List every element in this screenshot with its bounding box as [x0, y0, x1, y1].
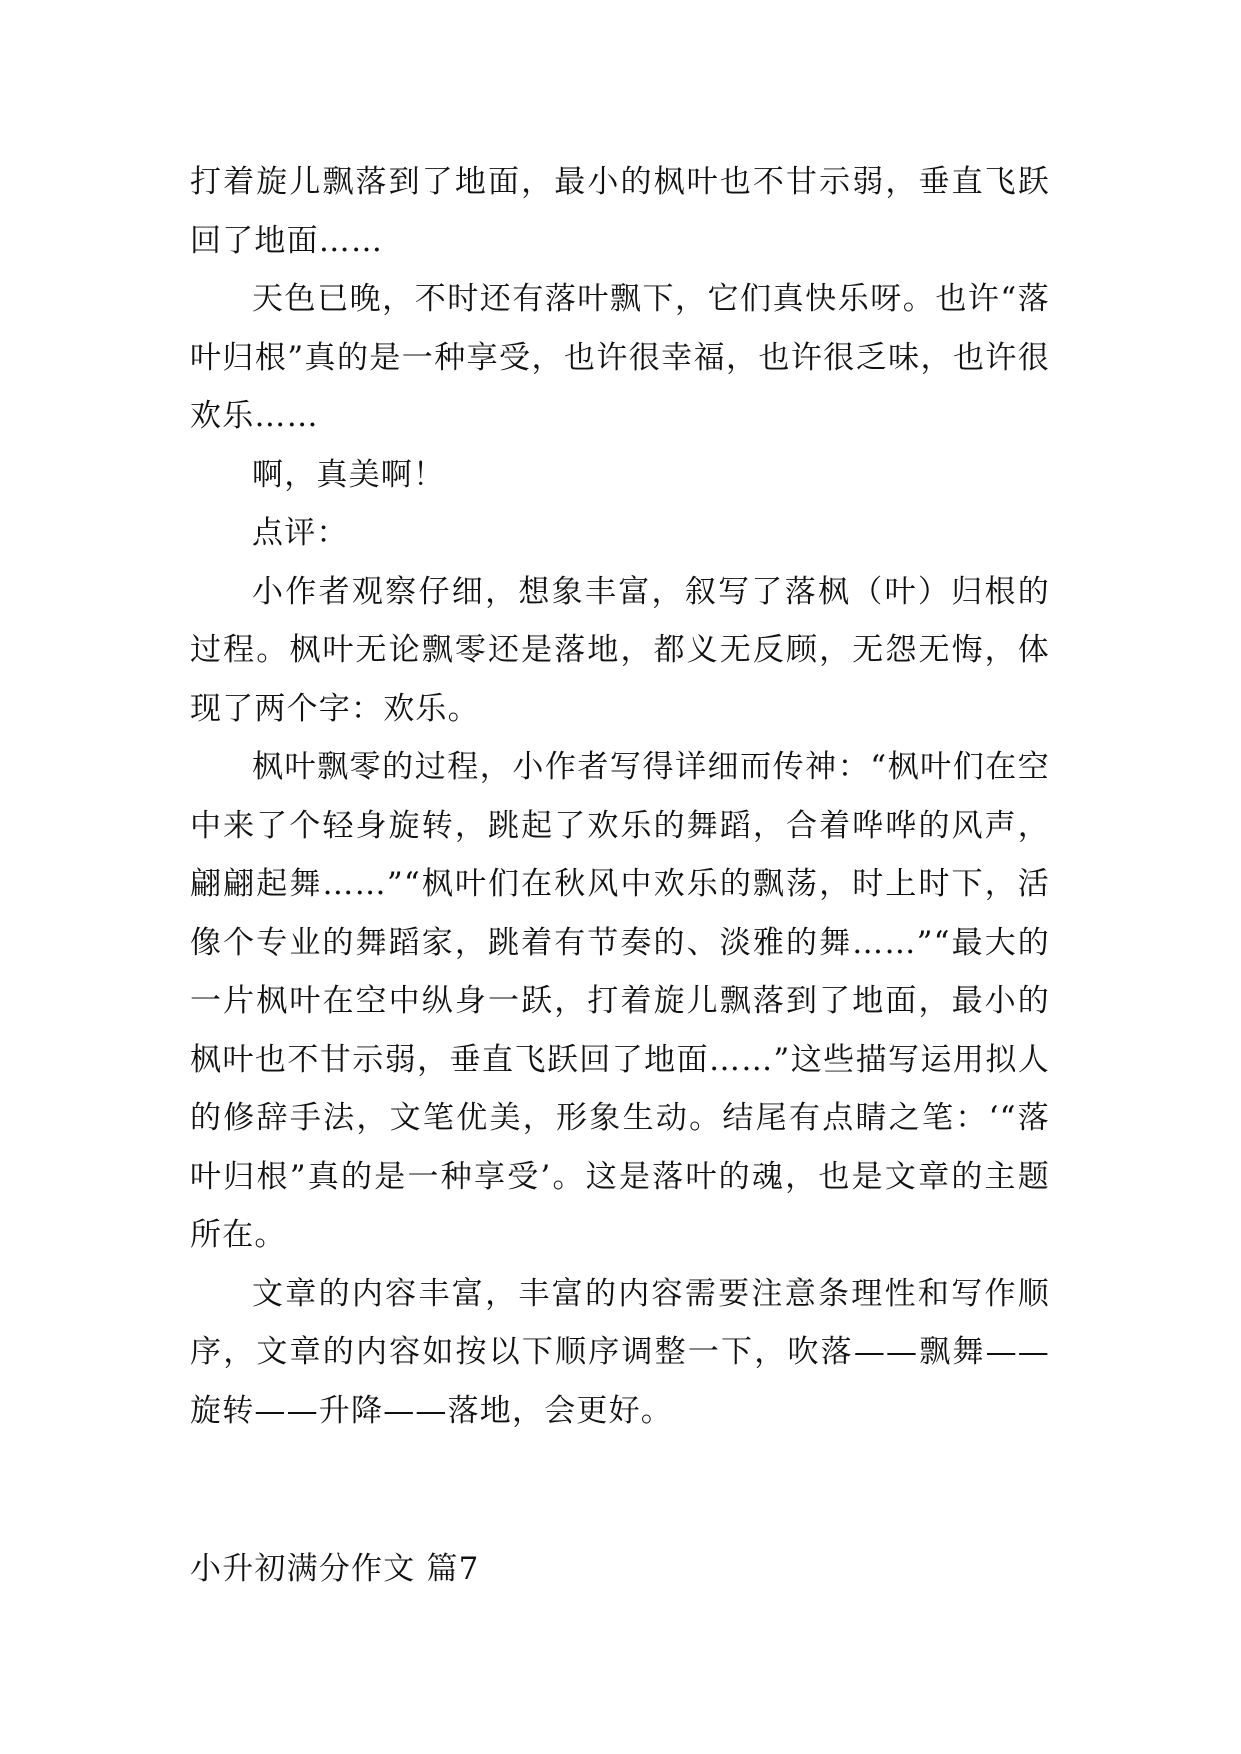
document-body — [190, 153, 1050, 1440]
section-title: 小升初满分作文 篇7 — [190, 1551, 480, 1587]
paragraph: 枫叶飘零的过程，小作者写得详细而传神：“枫叶们在空中来了个轻身旋转，跳起了欢乐的舞蹈，合着哗哗的风声，翩翩起舞……”“枫叶们在秋风中欢乐的飘荡，时上时下，活像个专业的舞蹈家，跳着有节奏的、淡雅的舞……”“最大的一片枫叶在空中纵身一跃，打着旋儿飘落到了地面，最小的枫叶也不甘示弱，垂直飞跃回了地面……”这些描写运用拟人的修辞手法，文笔优美，形象生动。结尾有点睛之笔：‘“落叶归根”真的是一种享受’。这是落叶的魂，也是文章的主题所在。 — [190, 749, 1050, 1253]
paragraph: 点评： — [252, 515, 349, 551]
paragraph: 打着旋儿飘落到了地面，最小的枫叶也不甘示弱，垂直飞跃回了地面…… — [190, 164, 1050, 259]
paragraph: 啊，真美啊！ — [252, 456, 446, 493]
paragraph: 小作者观察仔细，想象丰富，叙写了落枫（叶）归根的过程。枫叶无论飘零还是落地，都义无反顾，无怨无悔，体现了两个字：欢乐。 — [190, 573, 1050, 727]
paragraph: 文章的内容丰富，丰富的内容需要注意条理性和写作顺序，文章的内容如按以下顺序调整一下，吹落——飘舞——旋转——升降——落地，会更好。 — [190, 1275, 1050, 1429]
paragraph: 天色已晚，不时还有落叶飘下，它们真快乐呀。也许“落叶归根”真的是一种享受，也许很幸福，也许很乏味，也许很欢乐…… — [190, 281, 1050, 434]
